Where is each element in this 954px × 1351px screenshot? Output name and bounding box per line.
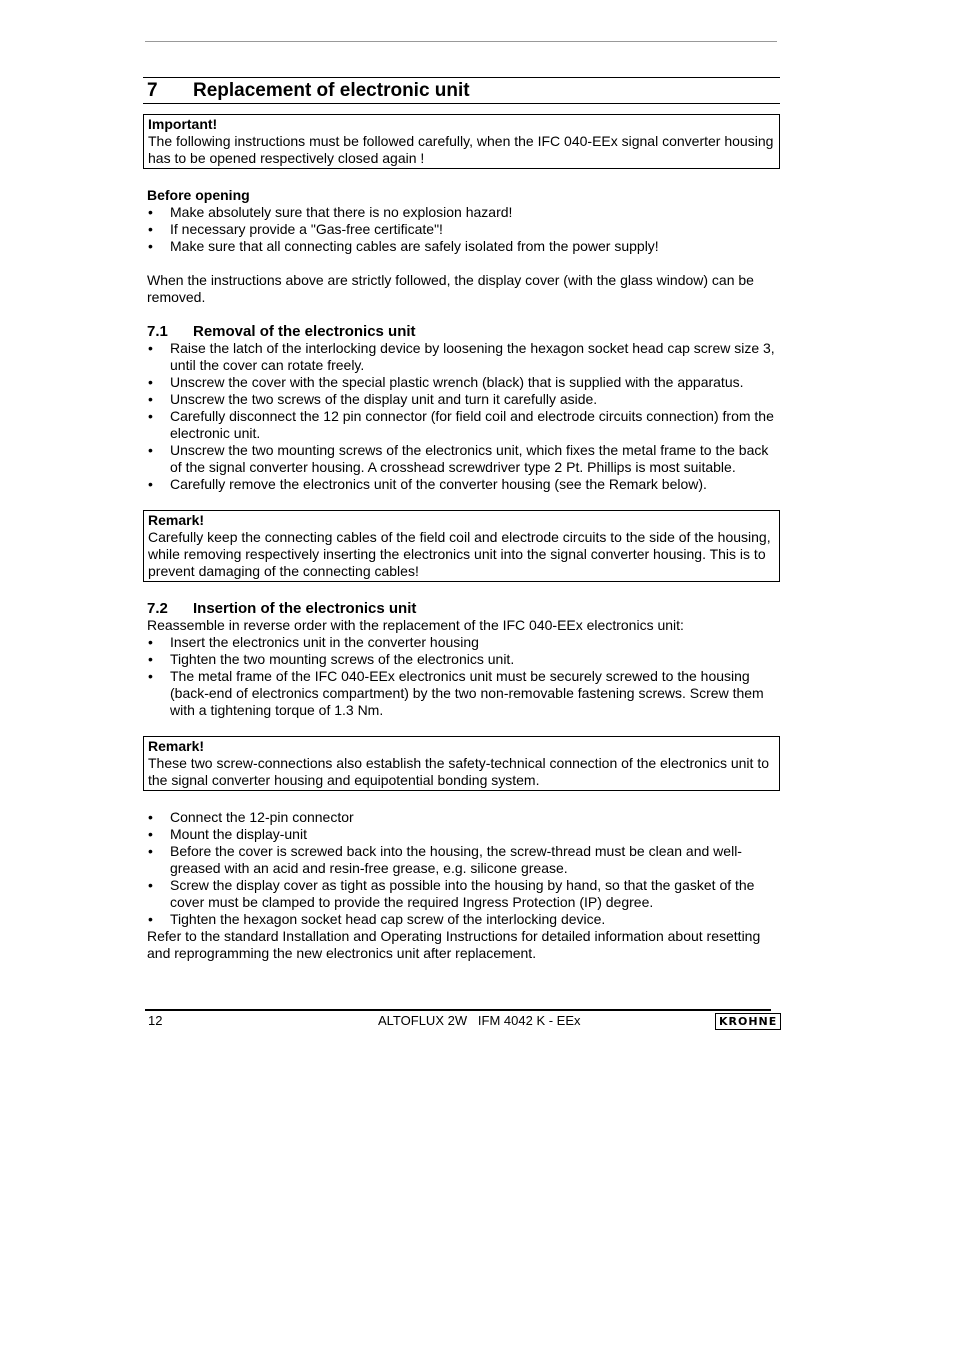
important-box	[143, 114, 780, 169]
header-rule	[145, 41, 777, 42]
list-item: • Screw the display cover as tight as possible into the housing by hand, so that the gasket of the cover must be clamped to provide the required Ingress Protection (IP) degree.	[143, 877, 780, 911]
footer-rule	[145, 1009, 771, 1011]
page-content	[143, 77, 780, 962]
section-heading-7-1	[143, 323, 780, 340]
remark-text: Carefully keep the connecting cables of the field coil and electrode circuits to the side of the housing, while removing respectively inserting the electronics unit into the signal converter housing. This is to prevent damaging of the connecting cables!	[148, 529, 771, 579]
list-item: • Tighten the hexagon socket head cap screw of the interlocking device.	[143, 911, 780, 928]
list-item: • Connect the 12-pin connector	[143, 809, 780, 826]
important-text: The following instructions must be followed carefully, when the IFC 040-EEx signal converter housing has to be opened respectively closed again !	[148, 133, 774, 166]
list-item: • Insert the electronics unit in the converter housing	[143, 634, 780, 651]
removal-steps-list	[143, 340, 780, 493]
before-opening-heading: Before opening	[147, 187, 250, 203]
list-item: • Unscrew the cover with the special plastic wrench (black) that is supplied with the apparatus.	[143, 374, 780, 391]
remark-box-1	[143, 510, 780, 582]
section-title: Removal of the electronics unit	[193, 323, 416, 340]
insertion-steps-list	[143, 634, 780, 719]
page-number: 12	[148, 1013, 163, 1028]
document-title: ALTOFLUX 2W IFM 4042 K - EEx	[378, 1013, 581, 1028]
list-item: • If necessary provide a "Gas-free certificate"!	[143, 221, 780, 238]
list-item: • Mount the display-unit	[143, 826, 780, 843]
final-steps-list	[143, 809, 780, 928]
section-heading-7-2	[143, 600, 780, 617]
chapter-title: Replacement of electronic unit	[193, 80, 470, 101]
remark-heading: Remark!	[148, 738, 205, 754]
chapter-heading	[143, 77, 780, 104]
list-item: • Unscrew the two mounting screws of the electronics unit, which fixes the metal frame to the back of the signal converter housing. A crosshead screwdriver type 2 Pt. Phillips is most suitable.	[143, 442, 780, 476]
remark-text: These two screw-connections also establish the safety-technical connection of the electronics unit to the signal converter housing and equipotential bonding system.	[148, 755, 769, 788]
closing-note: Refer to the standard Installation and Operating Instructions for detailed information about resetting and reprogramming the new electronics unit after replacement.	[147, 928, 761, 961]
important-heading: Important!	[148, 116, 218, 132]
list-item: • Raise the latch of the interlocking device by loosening the hexagon socket head cap screw size 3, until the cover can rotate freely.	[143, 340, 780, 374]
insertion-intro: Reassemble in reverse order with the replacement of the IFC 040-EEx electronics unit:	[147, 617, 684, 633]
list-item: • Before the cover is screwed back into the housing, the screw-thread must be clean and well-greased with an acid and resin-free grease, e.g. silicone grease.	[143, 843, 780, 877]
list-item: • Make sure that all connecting cables are safely isolated from the power supply!	[143, 238, 780, 255]
remark-box-2	[143, 736, 780, 791]
list-item: • Make absolutely sure that there is no explosion hazard!	[143, 204, 780, 221]
section-number: 7.1	[147, 323, 168, 340]
before-opening-note: When the instructions above are strictly followed, the display cover (with the glass window) can be removed.	[147, 272, 754, 305]
krohne-logo: KROHNE	[715, 1013, 781, 1030]
section-title: Insertion of the electronics unit	[193, 600, 417, 617]
chapter-number: 7	[147, 80, 158, 101]
section-number: 7.2	[147, 600, 168, 617]
list-item: • Tighten the two mounting screws of the electronics unit.	[143, 651, 780, 668]
list-item: • Carefully disconnect the 12 pin connector (for field coil and electrode circuits connection) from the electronic unit.	[143, 408, 780, 442]
before-opening-list	[143, 204, 780, 255]
list-item: • Carefully remove the electronics unit of the converter housing (see the Remark below).	[143, 476, 780, 493]
remark-heading: Remark!	[148, 512, 205, 528]
list-item: • Unscrew the two screws of the display unit and turn it carefully aside.	[143, 391, 780, 408]
list-item: • The metal frame of the IFC 040-EEx electronics unit must be securely screwed to the housing (back-end of electronics compartment) by the two non-removable fastening screws. Screw them with a tightening torque of 1.3 Nm.	[143, 668, 780, 719]
